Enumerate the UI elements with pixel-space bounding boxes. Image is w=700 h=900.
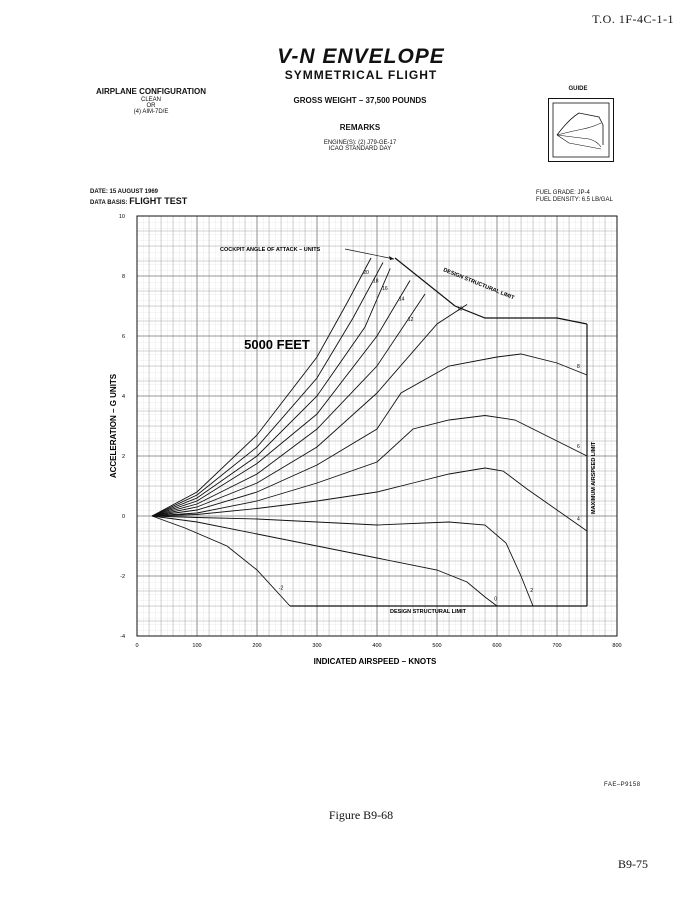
aoa-curve-label: 14 [398,296,405,303]
reference-code: FAE–P9158 [604,782,641,788]
aoa-curve-label: 6 [577,444,580,450]
x-tick-label: 800 [612,643,622,649]
max-airspeed-label: MAXIMUM AIRSPEED LIMIT [591,441,597,514]
fuel-grade: FUEL GRADE: JP-4 [536,190,590,196]
aoa-curve-label: 12 [407,316,414,323]
data-basis-value: FLIGHT TEST [129,196,188,206]
x-tick-label: 400 [372,643,382,649]
y-tick-label: 0 [121,514,125,520]
y-tick-label: 10 [118,214,125,220]
remarks-title: REMARKS [339,123,381,132]
y-tick-label: 2 [121,454,125,460]
fuel-density: FUEL DENSITY: 6.5 LB/GAL [536,197,613,203]
design-limit-lower-label: DESIGN STRUCTURAL LIMIT [390,609,466,615]
aoa-curve-label: -2 [278,585,284,592]
page-number: B9-75 [618,857,648,871]
x-axis-label: INDICATED AIRSPEED – KNOTS [313,657,437,666]
document-id: T.O. 1F-4C-1-1 [592,12,674,26]
altitude-label: 5000 FEET [244,337,310,352]
x-tick-label: 500 [432,643,442,649]
figure-caption: Figure B9-68 [328,808,394,822]
y-tick-label: 4 [121,394,125,400]
y-axis-label: ACCELERATION – G UNITS [109,373,118,479]
chart-title: V-N ENVELOPE [277,45,445,68]
configuration-line: OR [146,103,156,109]
y-tick-label: -2 [120,574,125,580]
aoa-curve-label: 2 [530,588,533,594]
data-basis-label: DATA BASIS: [90,200,128,206]
aoa-curve-label: 16 [382,285,388,292]
y-tick-label: -4 [120,634,125,640]
gross-weight: GROSS WEIGHT – 37,500 POUNDS [293,96,427,105]
configuration-line: CLEAN [140,97,161,103]
design-limit-upper-label: DESIGN STRUCTURAL LIMIT [442,267,515,302]
x-tick-label: 200 [252,643,262,649]
aoa-annotation: COCKPIT ANGLE OF ATTACK – UNITS [220,247,321,253]
aoa-curve-label: 8 [577,364,580,371]
chart-subtitle: SYMMETRICAL FLIGHT [284,68,438,82]
x-tick-label: 600 [492,643,502,649]
aoa-curve-label: 0 [494,596,497,603]
aoa-curve-label: 18 [373,278,379,285]
remarks-line: ENGINE(S): (2) J79-GE-17 [323,140,397,146]
remarks-line: ICAO STANDARD DAY [328,146,392,152]
x-tick-label: 700 [552,643,562,649]
configuration-title: AIRPLANE CONFIGURATION [95,87,207,96]
aoa-curve-label: 4 [577,516,580,523]
x-tick-label: 100 [192,643,202,649]
configuration-line: (4) AIM-7D/E [133,109,169,115]
aoa-curve-label: 10 [457,306,463,313]
x-tick-label: 300 [312,643,322,649]
aoa-curve-label: 20 [363,270,369,276]
y-tick-label: 6 [121,334,125,340]
date-line: DATE: 15 AUGUST 1969 [90,189,159,195]
x-tick-label: 0 [135,643,139,649]
y-tick-label: 8 [121,274,125,280]
guide-label: GUIDE [568,86,588,92]
